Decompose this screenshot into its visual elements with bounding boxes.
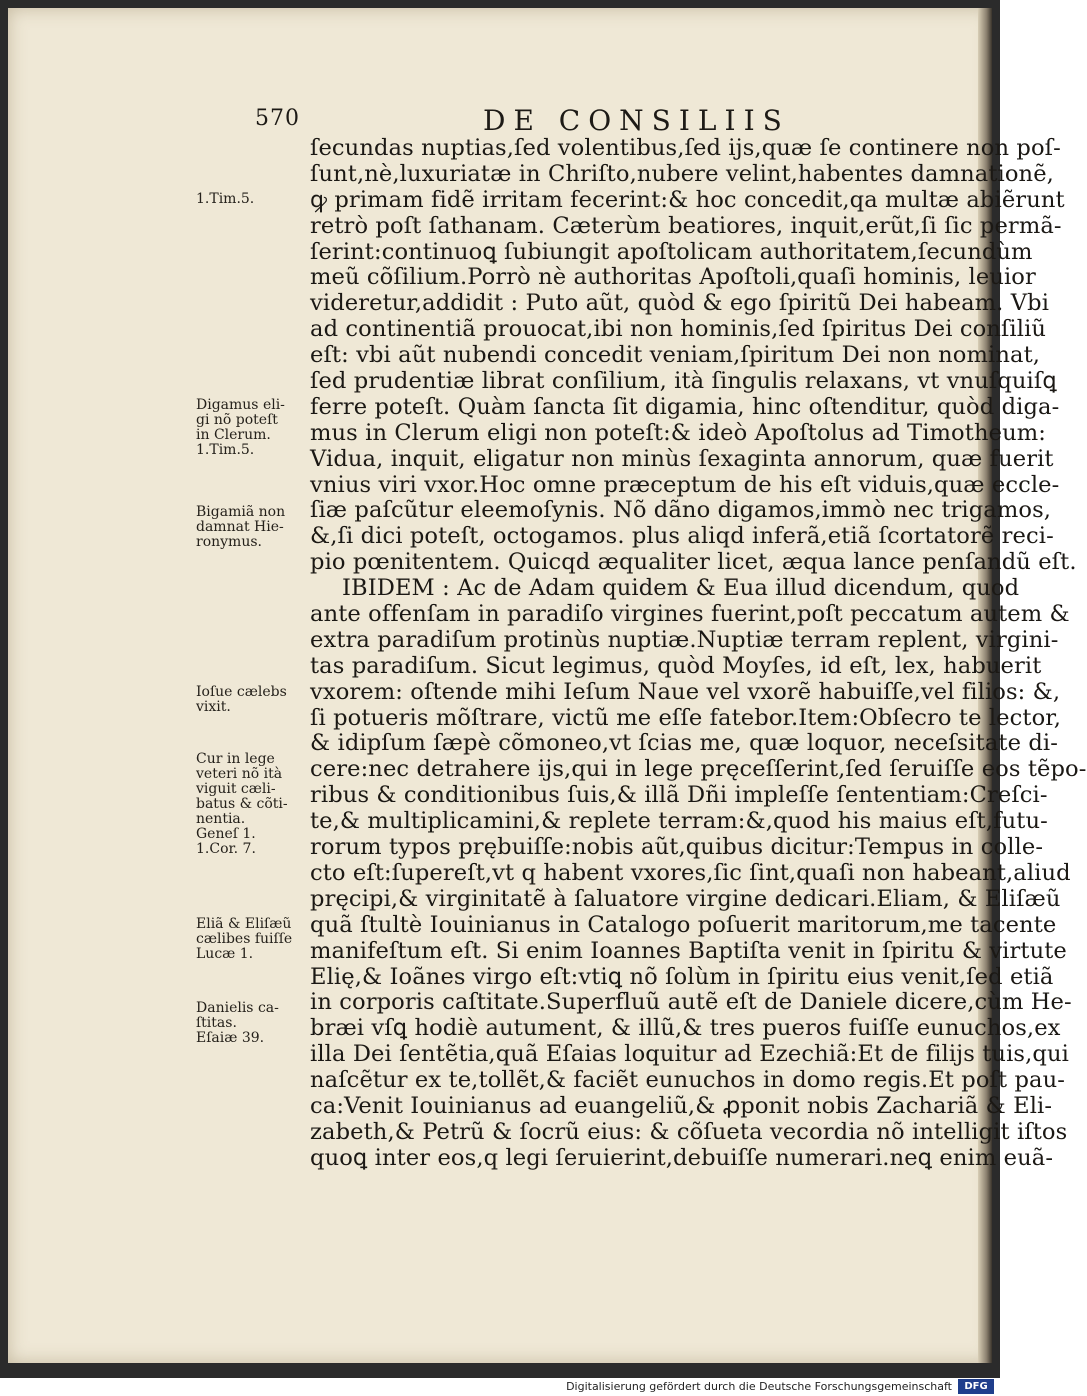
text-line: rorum typos prębuiſſe:nobis aũt,quibus dicitur:Tempus in colle- xyxy=(310,834,1044,861)
text-line: & idipſum ſæpè cõmoneo,vt ſcias me, quæ loquor, neceſsitate di- xyxy=(310,730,1058,757)
text-line: pręcipi,& virginitatẽ à ſaluatore virgine dedicari.Eliam, & Eliſæũ xyxy=(310,885,1061,912)
text-line: Vidua, inquit, eligatur non minùs ſexaginta annorum, quæ fuerit xyxy=(310,445,1054,472)
text-line: te,& multiplicamini,& replete terram:&,quod his maius eſt,futu- xyxy=(310,808,1048,835)
text-line: ſi potueris mõſtrare, victũ me eſſe fatebor.Item:Obſecro te lector, xyxy=(310,704,1061,731)
text-line: &,ſi dici poteſt, octogamos. plus aliqd inferã,etiã ſcortatorẽ reci- xyxy=(310,523,1054,550)
margin-note-line: gi nõ poteſt xyxy=(196,412,278,428)
text-line: bræi vſꝗ hodiè autument, & illũ,& tres pueros fuiſſe eunuchos,ex xyxy=(310,1015,1061,1042)
margin-note xyxy=(196,505,285,550)
margin-note-line: ronymus. xyxy=(196,534,262,550)
margin-note-line: nentia. xyxy=(196,811,246,827)
text-line: meũ cõſilium.Porrò nè authoritas Apoſtoli,quaſi hominis, leuior xyxy=(310,264,1036,291)
text-line: vxorem: oſtende mihi Ieſum Naue vel vxorẽ habuiſſe,vel filios: &, xyxy=(310,678,1061,705)
margin-note xyxy=(196,1001,279,1046)
page-number: 570 xyxy=(255,106,300,131)
text-line: cto eſt:ſupereſt,vt q habent vxores,ſic ſint,quaſi non habeant,aliud xyxy=(310,859,1071,886)
margin-note-line: viguit cæli- xyxy=(196,781,276,797)
margin-note xyxy=(196,917,292,962)
text-line: manifeſtum eſt. Si enim Ioannes Baptiſta venit in ſpiritu & virtute xyxy=(310,937,1067,964)
margin-note-line: Cur in lege xyxy=(196,751,275,767)
text-line: vnius viri vxor.Hoc omne præceptum de his eſt viduis,quæ eccle- xyxy=(310,471,1060,498)
text-line: ribus & conditionibus ſuis,& illã Dñi impleſſe ſententiam:Creſci- xyxy=(310,782,1048,809)
margin-note-line: Digamus eli- xyxy=(196,397,285,413)
text-line: illa Dei ſentẽtia,quã Eſaias loquitur ad Ezechiã:Et de filijs tuis,qui xyxy=(310,1041,1069,1068)
text-line: ſunt,nè,luxuriatæ in Chriſto,nubere velint,habentes damnationẽ, xyxy=(310,160,1054,187)
margin-note-line: Danielis ca- xyxy=(196,1000,279,1016)
text-line: quã ſtultè Iouinianus in Catalogo poſuerit maritorum,me tacente xyxy=(310,911,1057,938)
margin-note-line: damnat Hie- xyxy=(196,519,284,535)
margin-note-line: vixit. xyxy=(196,699,231,715)
text-line: ad continentiã prouocat,ibi non hominis,ſed ſpiritus Dei conſiliũ xyxy=(310,316,1047,343)
margin-note-line: 1.Tim.5. xyxy=(196,191,255,207)
text-line: retrò poſt ſathanam. Cæterùm beatiores, inquit,erũt,ſi ſic permã- xyxy=(310,212,1062,239)
margin-note xyxy=(196,398,285,458)
main-text-block xyxy=(310,135,1087,1172)
footer-bar xyxy=(0,1378,1000,1396)
text-line: ferre poteſt. Quàm ſancta ſit digamia, hinc oſtenditur, quòd diga- xyxy=(310,393,1060,420)
text-line: ꝙ primam fidẽ irritam fecerint:& hoc concedit,qa multæ abiẽrunt xyxy=(310,186,1065,213)
text-line: ſecundas nuptias,ſed volentibus,ſed ijs,quæ ſe continere non poſ- xyxy=(310,135,1061,161)
text-line: in corporis caſtitate.Superfluũ autẽ eſt de Daniele dicere,cùm He- xyxy=(310,989,1072,1016)
text-line: Elię,& Ioãnes virgo eſt:vtiꝗ nõ ſolùm in ſpiritu eius venit,ſed etiã xyxy=(310,963,1054,990)
text-line: ante offenſam in paradiſo virgines fuerint,poſt peccatum autem & xyxy=(310,601,1070,628)
margin-note xyxy=(196,752,288,857)
text-line: IBIDEM : Ac de Adam quidem & Eua illud dicendum, quod xyxy=(342,575,1020,602)
text-line: ſerint:continuoꝗ ſubiungit apoſtolicam authoritatem,ſecundùm xyxy=(310,238,1033,265)
margin-note-line: 1.Cor. 7. xyxy=(196,841,256,857)
text-line: extra paradiſum protinùs nuptiæ.Nuptiæ terram replent, virgini- xyxy=(310,626,1059,653)
margin-note-line: Bigamiã non xyxy=(196,504,286,520)
margin-note-line: cælibes fuiſſe xyxy=(196,931,293,947)
margin-note-line: Ioſue cælebs xyxy=(196,684,287,700)
text-line: tas paradiſum. Sicut legimus, quòd Moyſes, id eſt, lex, habuerit xyxy=(310,652,1042,679)
text-line: ca:Venit Iouinianus ad euangeliũ,& ꝓponit nobis Zachariã & Eli- xyxy=(310,1092,1053,1119)
margin-note-line: in Clerum. xyxy=(196,427,271,443)
margin-note-line: ſtitas. xyxy=(196,1015,237,1031)
text-line: mus in Clerum eligi non poteſt:& ideò Apoſtolus ad Timotheum: xyxy=(310,419,1046,446)
margin-note-line: Lucæ 1. xyxy=(196,946,254,962)
text-line: ſiæ paſcũtur eleemoſynis. Nõ dãno digamos,immò nec trigamos, xyxy=(310,497,1052,524)
text-line: ſed prudentiæ librat conſilium, ità ſingulis relaxans, vt vnuſquiſꝗ xyxy=(310,368,1057,395)
text-line: videretur,addidit : Puto aũt, quòd & ego ſpiritũ Dei habeam. Vbi xyxy=(310,290,1050,317)
text-line: pio pœnitentem. Quicqd æqualiter licet, æqua lance penſandũ eſt. xyxy=(310,549,1077,576)
text-line: cere:nec detrahere ijs,qui in lege pręceſſerint,ſed ſeruiſſe eos tẽpo- xyxy=(310,756,1087,783)
text-line: zabeth,& Petrũ & ſocrũ eius: & cõſueta vecordia nõ intelligit iſtos xyxy=(310,1118,1068,1145)
margin-note-line: veteri nõ ità xyxy=(196,766,283,782)
text-line: naſcẽtur ex te,tollẽt,& faciẽt eunuchos in domo regis.Et poſt pau- xyxy=(310,1067,1065,1094)
margin-note xyxy=(196,192,254,207)
dfg-logo-icon: DFG xyxy=(958,1379,994,1394)
margin-note xyxy=(196,685,287,715)
margin-note-line: batus & cõti- xyxy=(196,796,288,812)
running-title: DE CONSILIIS xyxy=(483,104,790,137)
margin-note-line: Geneſ 1. xyxy=(196,826,256,842)
margin-note-line: 1.Tim.5. xyxy=(196,442,255,458)
margin-note-line: Eſaiæ 39. xyxy=(196,1030,265,1046)
digitization-credit: Digitalisierung gefördert durch die Deutsche Forschungsgemeinschaft xyxy=(566,1380,952,1393)
text-line: eſt: vbi aũt nubendi concedit veniam,ſpiritum Dei non nominat, xyxy=(310,342,1041,369)
text-line: quoꝗ inter eos,q legi ſeruierint,debuiſſe numerari.neꝗ enim euã- xyxy=(310,1144,1054,1171)
margin-note-line: Eliã & Eliſæũ xyxy=(196,916,292,932)
running-head xyxy=(255,104,845,138)
